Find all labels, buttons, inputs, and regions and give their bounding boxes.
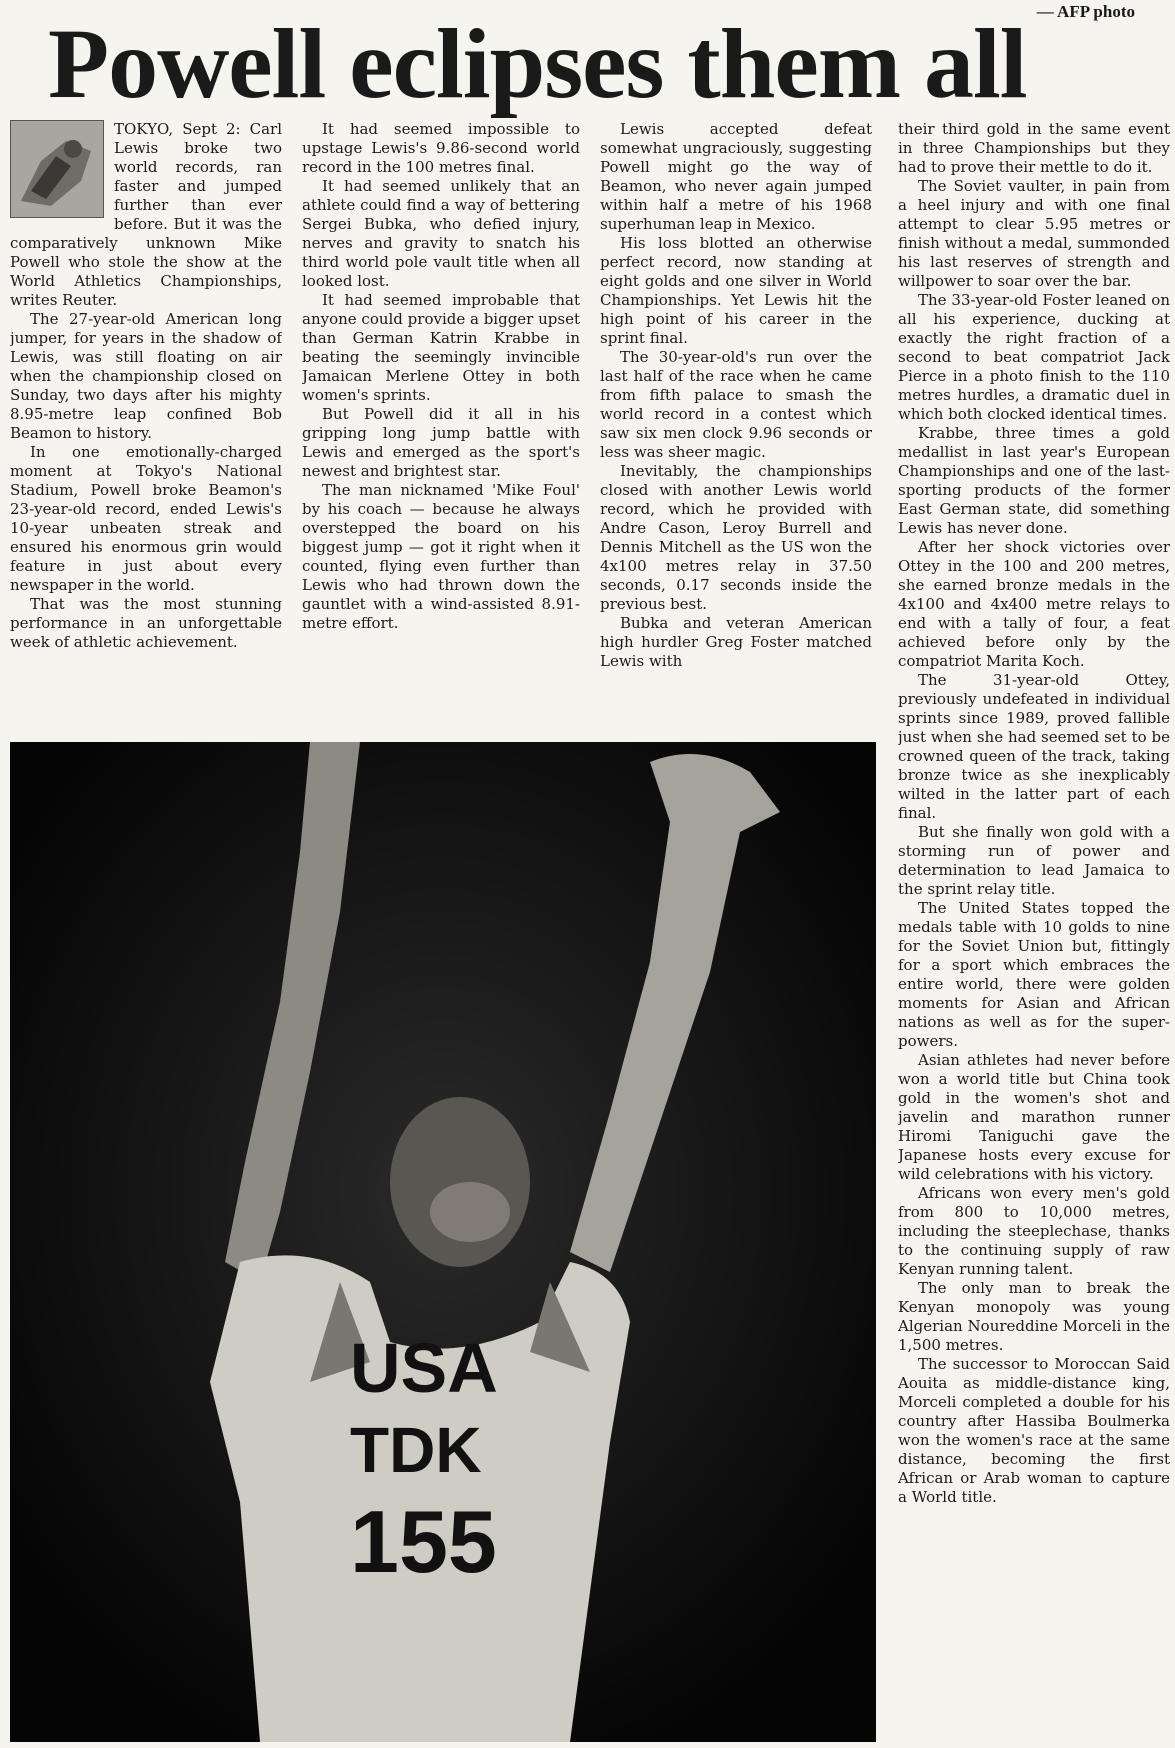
- paragraph: The 31-year-old Ottey, previously undefeated in individual sprints since 1989, proved fallible just when she had seemed set to be crowned queen of the track, taking bronze twice as she inexplicably wilted in the latter part of each final.: [898, 671, 1170, 822]
- paragraph: The 27-year-old American long jumper, for years in the shadow of Lewis, was still floating on air when the championship closed on Sunday, two days after his mighty 8.95-metre leap confined Bob Beamon to history.: [10, 310, 282, 442]
- paragraph: The 30-year-old's run over the last half of the race when he came from fifth palace to smash the world record in a contest which saw six men clock 9.96 seconds or less was sheer magic.: [600, 348, 872, 461]
- paragraph: TOKYO, Sept 2: Carl Lewis broke two world records, ran faster and jumped further than ever before. But it was the comparatively unknown Mike Powell who stole the show at the World Athletics Championships, writes Reuter.: [10, 120, 282, 309]
- paragraph: The man nicknamed 'Mike Foul' by his coach — because he always overstepped the board on his biggest jump — got it right when it counted, flying even further than Lewis who had thrown down the gauntlet with a wind-assisted 8.91-metre effort.: [302, 481, 580, 632]
- paragraph: their third gold in the same event in three Championships but they had to prove their mettle to do it.: [898, 120, 1170, 176]
- paragraph: Asian athletes had never before won a world title but China took gold in the women's shot and javelin and marathon runner Hiromi Taniguchi gave the Japanese hosts every excuse for wild celebrations with his victory.: [898, 1051, 1170, 1183]
- bib-usa: USA: [350, 1329, 498, 1407]
- paragraph: It had seemed unlikely that an athlete could find a way of bettering Sergei Bubka, who defied injury, nerves and gravity to snatch his third world pole vault title when all looked lost.: [302, 177, 580, 290]
- article-column-1: [10, 120, 282, 732]
- paragraph: Africans won every men's gold from 800 to 10,000 metres, including the steeplechase, thanks to the continuing supply of raw Kenyan running talent.: [898, 1184, 1170, 1278]
- paragraph: Lewis accepted defeat somewhat ungraciously, suggesting Powell might go the way of Beamon, who never again jumped within half a metre of his 1968 superhuman leap in Mexico.: [600, 120, 872, 233]
- paragraph: After her shock victories over Ottey in the 100 and 200 metres, she earned bronze medals in the 4x100 and 4x400 metre relays to end with a tally of four, a feat achieved before only by the compatriot Marita Koch.: [898, 538, 1170, 670]
- paragraph: It had seemed impossible to upstage Lewis's 9.86-second world record in the 100 metres final.: [302, 120, 580, 176]
- bib-number: 155: [350, 1492, 497, 1591]
- article-column-4: [898, 120, 1170, 1740]
- paragraph: That was the most stunning performance in an unforgettable week of athletic achievement.: [10, 595, 282, 651]
- photo-credit: — AFP photo: [1036, 2, 1135, 21]
- paragraph: Inevitably, the championships closed with another Lewis world record, which he provided with Andre Cason, Leroy Burrell and Dennis Mitchell as the US won the 4x100 metres relay in 37.50 seconds, 0.17 seconds inside the previous best.: [600, 462, 872, 613]
- article-column-2: [302, 120, 580, 732]
- bib-sponsor: TDK: [350, 1414, 482, 1486]
- paragraph: The United States topped the medals table with 10 golds to nine for the Soviet Union but, fittingly for a sport which embraces the entire world, there were golden moments for Asian and African nations as well as for the super-powers.: [898, 899, 1170, 1050]
- athlete-photo: [10, 742, 876, 1742]
- paragraph: The successor to Moroccan Said Aouita as middle-distance king, Morceli completed a double for his country after Hassiba Boulmerka won the women's race at the same distance, becoming the first African or Arab woman to capture a World title.: [898, 1355, 1170, 1506]
- paragraph: The Soviet vaulter, in pain from a heel injury and with one final attempt to clear 5.95 metres or finish without a medal, summonded his last reserves of strength and willpower to soar over the bar.: [898, 177, 1170, 290]
- article-column-3: [600, 120, 872, 732]
- paragraph: But she finally won gold with a storming run of power and determination to lead Jamaica to the sprint relay title.: [898, 823, 1170, 898]
- headline: Powell eclipses them all: [48, 8, 1027, 119]
- paragraph: His loss blotted an otherwise perfect record, now standing at eight golds and one silver in World Championships. Yet Lewis hit the high point of his career in the sprint final.: [600, 234, 872, 347]
- paragraph: The 33-year-old Foster leaned on all his experience, ducking at exactly the right fraction of a second to beat compatriot Jack Pierce in a photo finish to the 110 metres hurdles, a dramatic duel in which both clocked identical times.: [898, 291, 1170, 423]
- paragraph: Bubka and veteran American high hurdler Greg Foster matched Lewis with: [600, 614, 872, 670]
- thumbnail-photo: [10, 120, 104, 218]
- paragraph: The only man to break the Kenyan monopoly was young Algerian Noureddine Morceli in the 1,500 metres.: [898, 1279, 1170, 1354]
- paragraph: It had seemed improbable that anyone could provide a bigger upset than German Katrin Krabbe in beating the seemingly invincible Jamaican Merlene Ottey in both women's sprints.: [302, 291, 580, 404]
- paragraph: But Powell did it all in his gripping long jump battle with Lewis and emerged as the sport's newest and brightest star.: [302, 405, 580, 480]
- paragraph: Krabbe, three times a gold medallist in last year's European Championships and one of the last-sporting products of the former East German state, did something Lewis has never done.: [898, 424, 1170, 537]
- paragraph: In one emotionally-charged moment at Tokyo's National Stadium, Powell broke Beamon's 23-year-old record, ended Lewis's 10-year unbeaten streak and ensured his enormous grin would feature in just about every newspaper in the world.: [10, 443, 282, 594]
